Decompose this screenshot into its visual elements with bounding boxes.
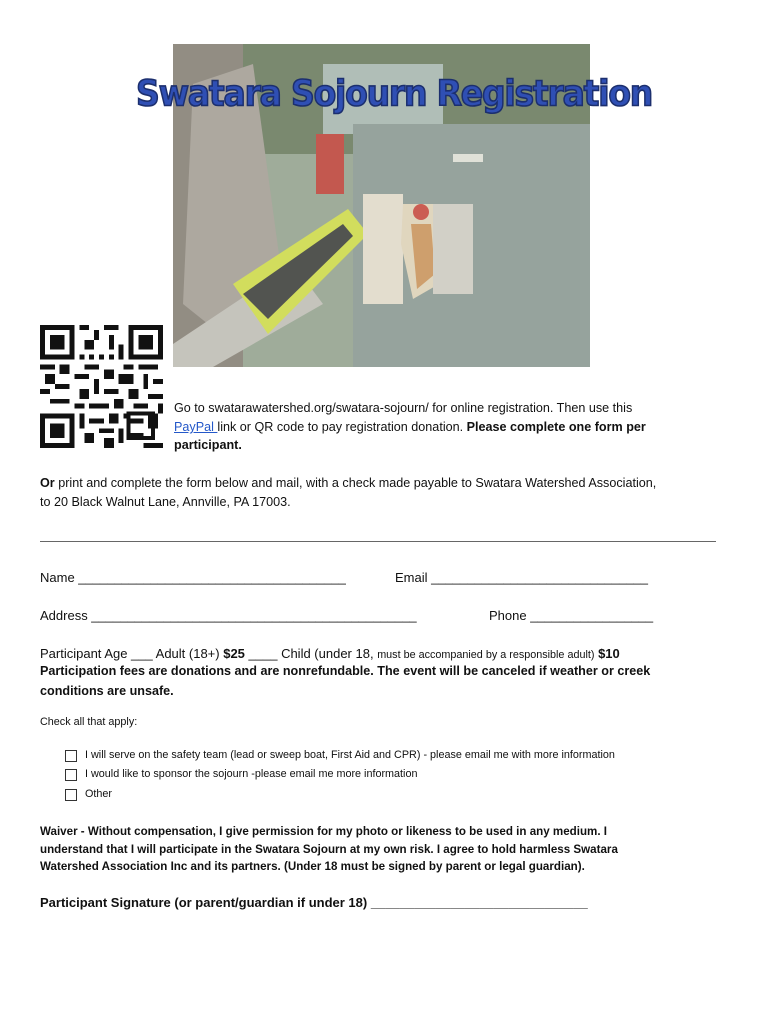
safety-team-checkbox[interactable] xyxy=(65,750,77,762)
intro-line-3: participant. xyxy=(174,438,242,452)
waiver-line-3: Watershed Association Inc and its partners. (Under 18 must be signed by parent or legal guardian). xyxy=(40,860,585,873)
other-checkbox[interactable] xyxy=(65,789,77,801)
page-title: Swatara Sojourn Registration xyxy=(136,72,653,115)
name-field[interactable]: Name _____________________________________ xyxy=(40,570,346,585)
participant-age-field[interactable]: Participant Age ___ Adult (18+) $25 ____ Child (under 18, must be accompanied by a responsible adult) $10 xyxy=(40,646,620,661)
other-label: Other xyxy=(85,788,113,800)
waiver-line-1: Waiver - Without compensation, I give permission for my photo or likeness to be used in any medium. I xyxy=(40,825,608,838)
adult-fee: $25 xyxy=(223,646,245,661)
mail-line-2: to 20 Black Walnut Lane, Annville, PA 17003. xyxy=(40,495,291,509)
qr-code[interactable] xyxy=(40,325,163,448)
intro-line-2 xyxy=(174,418,646,437)
child-fee: $10 xyxy=(594,646,620,661)
safety-team-label: I will serve on the safety team (lead or sweep boat, First Aid and CPR) - please email me with more information xyxy=(85,749,615,761)
fees-note-line-1: Participation fees are donations and are nonrefundable. The event will be canceled if weather or creek xyxy=(40,664,651,678)
sponsor-label: I would like to sponsor the sojourn -please email me more information xyxy=(85,768,418,780)
sponsor-checkbox[interactable] xyxy=(65,769,77,781)
check-all-heading: Check all that apply: xyxy=(40,716,138,728)
paypal-link[interactable]: PayPal xyxy=(174,420,218,434)
child-note: must be accompanied by a responsible adult) xyxy=(377,649,595,661)
intro-line-1: Go to swatarawatershed.org/swatara-sojourn/ for online registration. Then use this xyxy=(174,401,633,415)
phone-field[interactable]: Phone _________________ xyxy=(489,608,654,623)
fees-note-line-2: conditions are unsafe. xyxy=(40,684,174,698)
mail-or: Or xyxy=(40,476,55,490)
intro-line-2-text: link or QR code to pay registration donation. xyxy=(217,420,467,434)
email-field[interactable]: Email ______________________________ xyxy=(395,570,649,585)
intro-line-2-bold: Please complete one form per xyxy=(466,420,646,434)
divider xyxy=(40,541,716,542)
address-field[interactable]: Address _____________________________________________ xyxy=(40,608,417,623)
waiver-line-2: understand that I will participate in the Swatara Sojourn at my own risk. I agree to hold harmless Swatara xyxy=(40,843,618,856)
mail-line-1: Or print and complete the form below and mail, with a check made payable to Swatara Watershed Association, xyxy=(40,476,657,490)
signature-field[interactable]: Participant Signature (or parent/guardian if under 18) ______________________________ xyxy=(40,895,588,910)
